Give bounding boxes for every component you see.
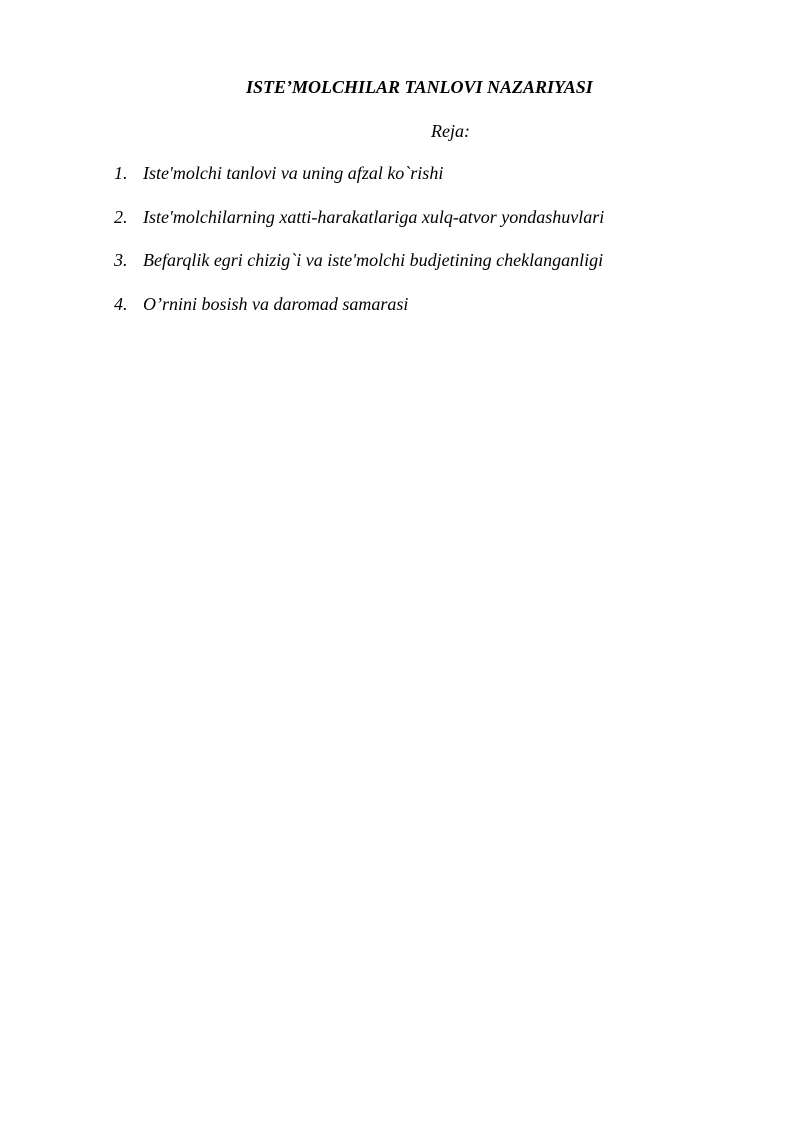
plan-item-text: Iste'molchi tanlovi va uning afzal ko`rishi	[143, 163, 444, 183]
plan-item-text: O’rnini bosish va daromad samarasi	[143, 293, 409, 314]
plan-item	[114, 249, 604, 271]
document-title: ISTE’MOLCHILAR TANLOVI NAZARIYASI	[246, 77, 593, 97]
plan-item-number: 3.	[114, 250, 128, 270]
plan-heading: Reja:	[431, 121, 470, 141]
plan-item-text: Befarqlik egri chizig`i va iste'molchi budjetining cheklanganligi	[143, 250, 604, 270]
plan-item-number: 1.	[114, 163, 128, 183]
plan-item	[114, 206, 604, 228]
plan-list	[114, 162, 604, 336]
plan-item	[114, 293, 604, 315]
plan-item	[114, 162, 604, 184]
plan-item-text: Iste'molchilarning xatti-harakatlariga xulq-atvor yondashuvlari	[143, 206, 605, 227]
plan-item-number: 2.	[114, 206, 128, 227]
plan-item-number: 4.	[114, 293, 128, 314]
